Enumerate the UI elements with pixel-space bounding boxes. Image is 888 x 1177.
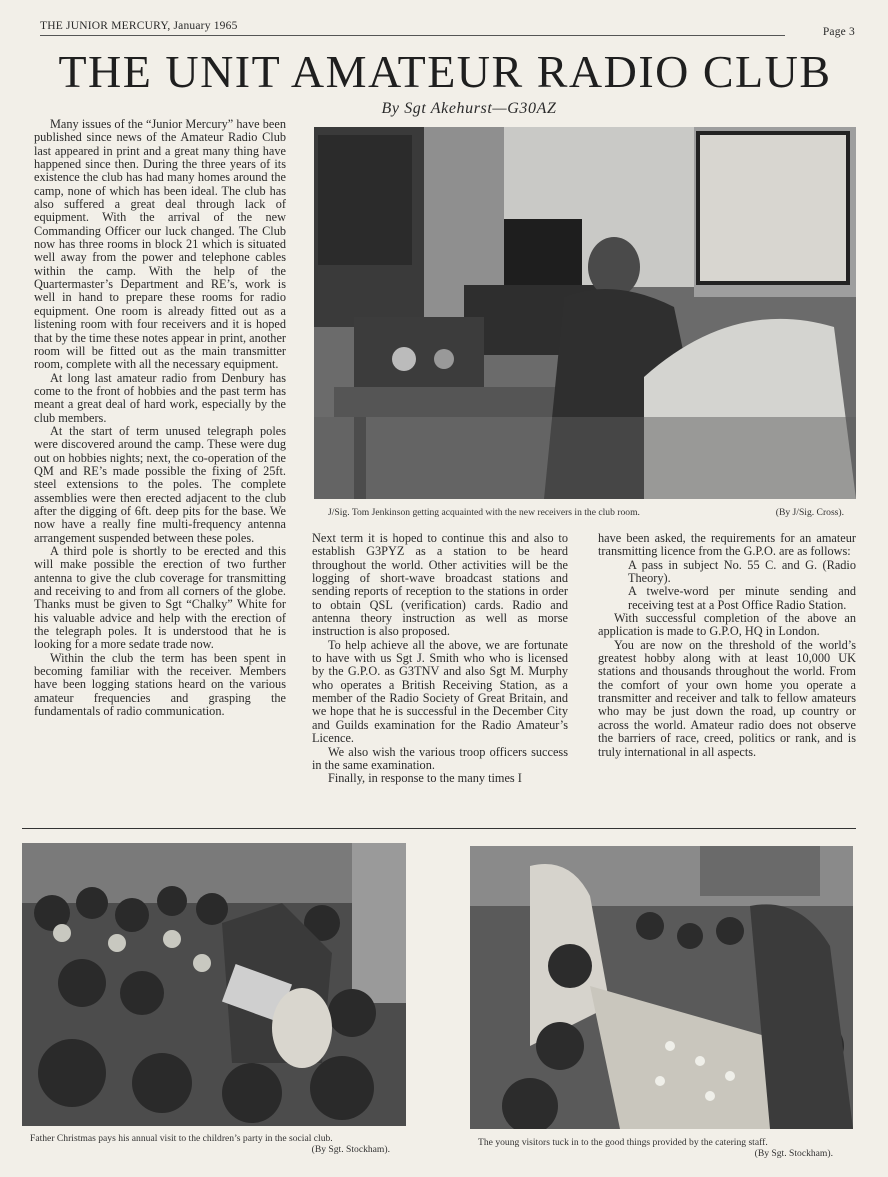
article-column-2 xyxy=(312,532,568,786)
party-tea-photo xyxy=(470,846,853,1129)
page-number: Page 3 xyxy=(822,26,855,38)
paragraph: Within the club the term has been spent in becoming familiar with the receiver. Members have been logging stations heard on the various amateur frequencies and grasping the fundamentals of radio communication. xyxy=(34,650,286,719)
paragraph: With successful completion of the above an application is made to G.P.O, HQ in London. xyxy=(598,611,856,639)
paragraph: To help achieve all the above, we are fortunate to have with us Sgt J. Smith who who is licensed by the G.P.O. as G3TNV and also Sgt M. Murphy who operates a British Receiving Station, as a member of the Radio Society of Great Britain, and we hope that he is successful in the December City and Guilds examination for the Radio Amateur’s Licence. xyxy=(312,637,568,746)
paragraph: Next term it is hoped to continue this and also to establish G3PYZ as a station to be heard throughout the world. Other activities will be the logging of short-wave broadcast stations and sending reports of reception to the stations in order to obtain QSL (verification) cards. Radio and antenna theory instruction as well as morse instruction is also proposed. xyxy=(312,531,568,639)
paragraph: You are now on the threshold of the world’s greatest hobby along with at least 10,000 UK stations and thousands throughout the world. From the comfort of your own home you operate a transmitter and receiver and talk to fellow amateurs who may be just down the road, up country or across the world. Amateur radio does not observe the barriers of race, creed, politics or rank, and is truly international in all aspects. xyxy=(598,637,856,759)
caption-text: J/Sig. Tom Jenkinson getting acquainted with the new receivers in the club room. xyxy=(328,507,640,518)
section-divider xyxy=(22,828,856,829)
paragraph: A third pole is shortly to be erected and this will make possible the erection of two further antenna to give the club coverage for transmitting and receiving to and from all corners of the globe. Thanks must be given to Sgt “Chalky” White for his valuable advice and help with the erection of the telegraph poles. It is understood that he is looking for a more sedate trade now. xyxy=(34,544,286,652)
header-rule xyxy=(40,35,785,36)
paragraph: Many issues of the “Junior Mercury” have been published since news of the Amateur Radio Club last appeared in print and a great many thing have happened since then. During the three years of its existence the club has had many homes around the camp, none of which has been ideal. The club has also suffered a great deal through lack of equipment. With the arrival of the new Commanding Officer our luck changed. The Club now has three rooms in block 21 which is situated well away from the power and telephone cables within the camp. With the help of the Quartermaster’s Department and RE’s, work is well in hand to prepare these rooms for radio equipment. One room is already fitted out as a listening room with four receivers and it is hoped that by the time these notes appear in print, another room will be fitted out as the main transmitter room, complete with all the necessary equipment. xyxy=(34,117,287,372)
paragraph: At the start of term unused telegraph poles were discovered around the camp. These were dug out on hobbies nights; next, the co-operation of the QM and RE’s made possible the fixing of 25ft. steel extensions to the poles. The complete assemblies were then erected adjacent to the club after the digging of 6ft. deep pits for the base. We now have a really fine multi-frequency antenna arrangement suspended between these poles. xyxy=(34,423,286,545)
paragraph: have been asked, the requirements for an amateur transmitting licence from the G.P.O. are as follows: xyxy=(598,531,856,559)
photo-credit: (By Sgt. Stockham). xyxy=(311,1144,390,1155)
article-title: THE UNIT AMATEUR RADIO CLUB xyxy=(58,46,832,97)
caption-text: Father Christmas pays his annual visit to the children’s party in the social club. xyxy=(30,1133,333,1144)
father-christmas-photo xyxy=(22,843,406,1126)
publication-name: THE JUNIOR MERCURY, January 1965 xyxy=(40,20,238,32)
photo-credit: (By J/Sig. Cross). xyxy=(775,507,844,518)
paragraph: Finally, in response to the many times I xyxy=(328,771,522,786)
father-christmas-caption xyxy=(30,1133,406,1155)
paragraph: At long last amateur radio from Denbury has come to the front of hobbies and the past term has meant a great deal of hard work, especially by the club members. xyxy=(34,370,286,425)
article-column-3 xyxy=(598,532,856,759)
radio-room-caption xyxy=(328,507,850,518)
party-tea-caption xyxy=(478,1137,843,1159)
caption-text: The young visitors tuck in to the good things provided by the catering staff. xyxy=(478,1137,768,1148)
requirement-item: A pass in subject No. 55 C. and G. (Radio Theory). xyxy=(628,557,856,586)
article-byline: By Sgt Akehurst—G30AZ xyxy=(381,100,557,117)
requirement-item: A twelve-word per minute sending and receiving test at a Post Office Radio Station. xyxy=(628,584,856,612)
running-header xyxy=(40,20,855,40)
photo-credit: (By Sgt. Stockham). xyxy=(754,1148,833,1159)
radio-room-photo xyxy=(314,127,856,499)
paragraph: We also wish the various troop officers success in the same examination. xyxy=(312,744,568,772)
article-column-1 xyxy=(34,118,286,718)
